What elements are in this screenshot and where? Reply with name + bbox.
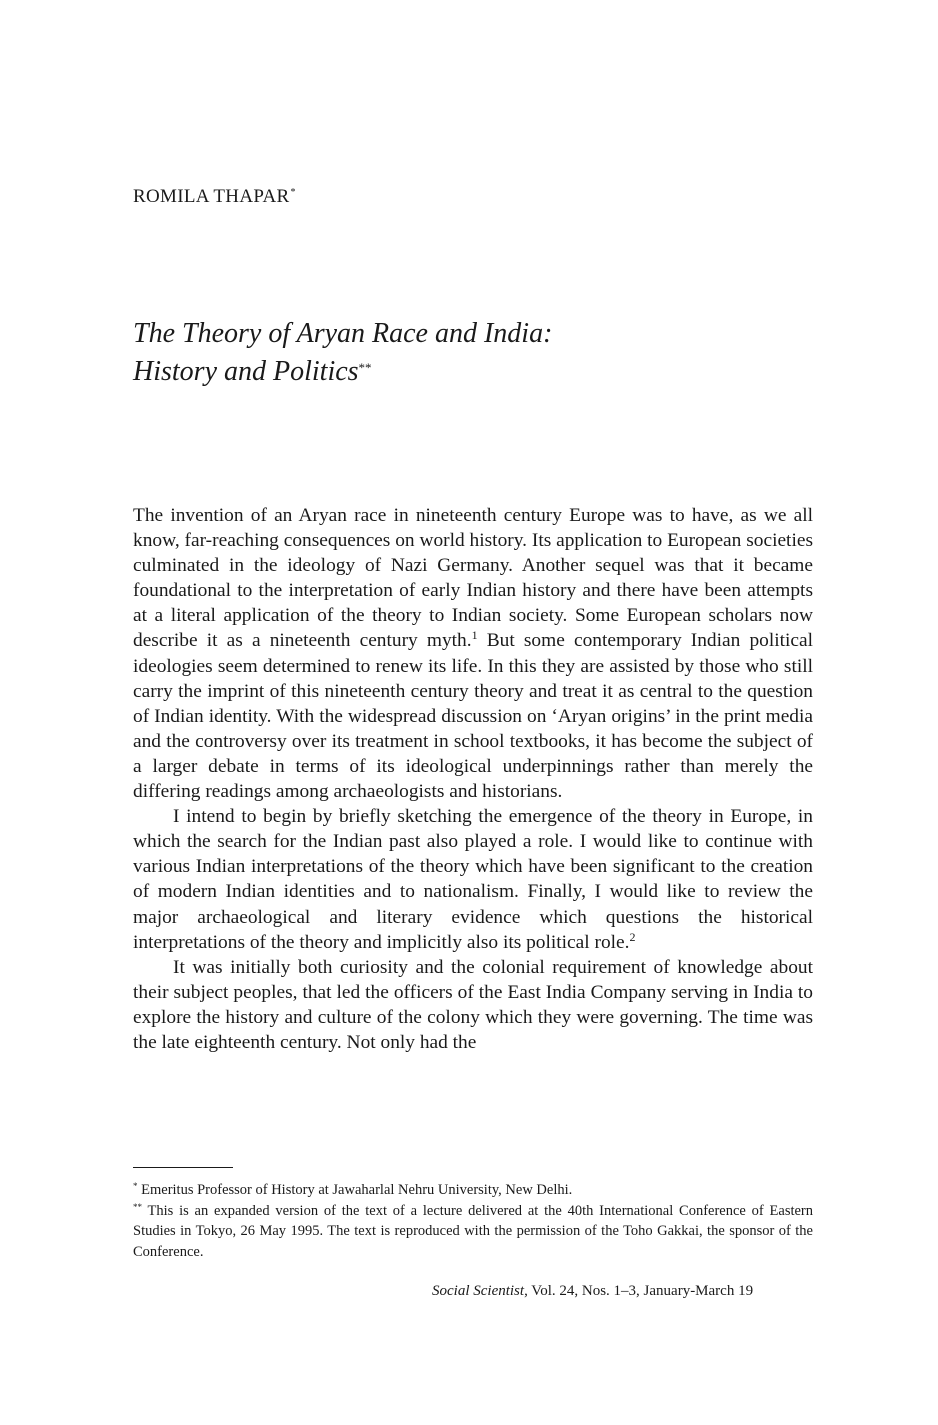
- paragraph-3: It was initially both curiosity and the colonial requirement of knowledge about their subject peoples, that led the officers of the East India Company serving in India to explore the history and culture of the colony which they were governing. The time was the late eighteenth century. Not only had the: [133, 956, 813, 1053]
- paragraph-2-text: I intend to begin by briefly sketching the emergence of the theory in Europe, in which the search for the Indian past also played a role. I would like to continue with various Indian interpretations of the theory which have been significant to the creation of modern Indian identities and to nationalism. Finally, I would like to review the major archaeological and literary evidence which questions the historical interpretations of the theory and implicitly also its political role.: [133, 806, 813, 953]
- title-line-2: [133, 351, 552, 389]
- journal-citation: [432, 1283, 753, 1300]
- article-body: [133, 503, 813, 1055]
- footnotes: [133, 1180, 813, 1262]
- footnote-ref-1: 1: [471, 628, 478, 643]
- footnote-2: [133, 1201, 813, 1263]
- journal-name: Social Scientist: [432, 1283, 525, 1299]
- author-text: ROMILA THAPAR: [133, 186, 290, 207]
- footnote-1-text: Emeritus Professor of History at Jawaharlal Nehru University, New Delhi.: [137, 1182, 573, 1198]
- article-title: [133, 317, 552, 389]
- title-footnote-mark: **: [358, 360, 372, 375]
- title-line-1: The Theory of Aryan Race and India:: [133, 318, 553, 349]
- paragraph-1-text-a: The invention of an Aryan race in nineteenth century Europe was to have, as we all know, far-reaching consequences on world history. Its application to European societies culminated in the ideology of Nazi Germany. Another sequel was that it became foundational to the interpretation of early Indian history and there have been attempts at a literal application of the theory to Indian society. Some European scholars now describe it as a nineteenth century myth.: [133, 505, 813, 652]
- footnote-divider: [133, 1167, 233, 1168]
- footnote-1: [133, 1180, 813, 1201]
- footnote-2-text: This is an expanded version of the text of a lecture delivered at the 40th International Conference of Eastern Studies in Tokyo, 26 May 1995. The text is reproduced with the permission of the Toho Gakkai, the sponsor of the Conference.: [133, 1202, 813, 1260]
- footnote-1-mark: *: [133, 1181, 138, 1191]
- author-footnote-mark: *: [290, 187, 296, 198]
- journal-details: , Vol. 24, Nos. 1–3, January-March 19: [524, 1283, 754, 1299]
- paragraph-1-text-b: But some contemporary Indian political ideologies seem determined to renew its life. In this they are assisted by those who still carry the imprint of this nineteenth century theory and treat it as central to the question of Indian identity. With the widespread discussion on ‘Aryan origins’ in the print media and the controversy over its treatment in school textbooks, it has become the subject of a larger debate in terms of its ideological underpinnings rather than merely the differing readings among archaeologists and historians.: [133, 630, 813, 803]
- paragraph-2: [133, 804, 813, 955]
- author-name: [133, 186, 296, 208]
- paragraph-1: [133, 503, 813, 804]
- footnote-2-mark: **: [133, 1201, 142, 1212]
- footnote-ref-2: 2: [629, 929, 636, 944]
- title-line-2-text: History and Politics: [133, 356, 359, 387]
